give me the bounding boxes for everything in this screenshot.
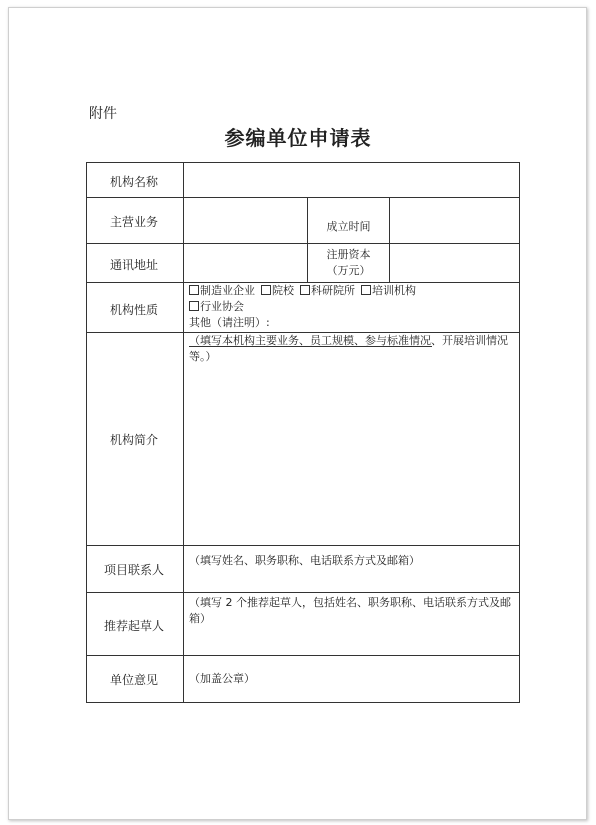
table-row-divider [86,545,520,546]
inner-column-divider [389,197,390,282]
page-title: 参编单位申请表 [224,126,372,150]
label-column-divider [183,162,184,702]
checkbox[interactable] [361,285,371,295]
table-border-right [519,162,520,702]
intro-hint: （填写本机构主要业务、员工规模、参与标准情况、开展培训情况等。） [189,334,508,363]
table-row-divider [86,197,520,198]
attachment-label: 附件 [89,106,117,122]
org-name-label: 机构名称 [109,175,158,189]
nature-option-manufacturing[interactable]: 制造业企业 [189,283,255,299]
table-row-divider [86,592,520,593]
contact-hint: （填写姓名、职务职称、电话联系方式及邮箱） [189,554,420,567]
contact-label: 项目联系人 [103,563,164,577]
table-row-divider [86,243,520,244]
nature-option-training[interactable]: 培训机构 [361,283,416,299]
table-row-divider [86,655,520,656]
checkbox[interactable] [189,285,199,295]
intro-label: 机构简介 [109,433,158,447]
capital-label: 注册资本 [326,248,371,261]
nature-option-research[interactable]: 科研院所 [300,283,355,299]
address-label: 通讯地址 [109,258,158,272]
drafters-label: 推荐起草人 [103,619,164,633]
table-border-top [86,162,520,163]
table-border-bottom [86,702,520,703]
checkbox[interactable] [189,301,199,311]
nature-option-association[interactable]: 行业协会 [189,299,244,315]
nature-other-label: 其他（请注明）: [189,316,270,329]
checkbox[interactable] [300,285,310,295]
capital-unit-label: （万元） [326,264,371,277]
nature-label: 机构性质 [109,303,158,317]
opinion-label: 单位意见 [109,673,158,687]
established-label: 成立时间 [326,220,371,233]
business-label: 主营业务 [109,215,158,229]
checkbox[interactable] [261,285,271,295]
application-form-table [86,162,520,702]
nature-option-college[interactable]: 院校 [261,283,294,299]
opinion-hint: （加盖公章） [189,672,255,685]
drafters-hint: （填写 2 个推荐起草人，包括姓名、职务职称、电话联系方式及邮箱） [189,596,511,625]
